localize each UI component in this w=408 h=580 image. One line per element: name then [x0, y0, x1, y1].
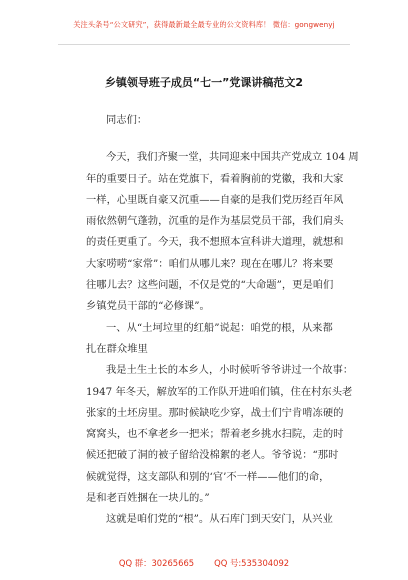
body-line: 乡镇党员干部的“必修课”。	[86, 300, 210, 313]
body-line: 张家的土坯房里。那时候缺吃少穿，战士们宁肯啃冻硬的	[86, 406, 344, 419]
footer-qq-number: QQ 号:535304092	[214, 558, 290, 568]
section-heading-line: 一、从“土坷垃里的红船”说起：咱党的根，从来都	[106, 321, 333, 334]
paragraph-gap	[86, 131, 352, 147]
body-line: 这就是咱们党的“根”。从石库门到天安门，从兴业	[106, 513, 333, 526]
footer-qq-group: QQ 群：30265665	[118, 558, 195, 568]
body-line: 是和老百姓捆在一块儿的。”	[86, 492, 210, 505]
header-banner: 关注头条号“公文研究”，获得最新最全最专业的公文资料库！ 微信：gongwenyj	[73, 20, 335, 29]
body-line: 往哪儿去？这些问题，不仅是党的“大命题”，更是咱们	[86, 279, 334, 292]
section-heading-line: 扎在群众堆里	[86, 342, 148, 355]
body-line: 大家唠唠“家常”：咱们从哪儿来？现在在哪儿？将来要	[86, 257, 334, 270]
document-title: 乡镇领导班子成员“七一”党课讲稿范文2	[104, 76, 304, 89]
body-line: 的责任更重了。今天，我不想照本宣科讲大道理，就想和	[86, 236, 344, 249]
body-line: 年的重要日子。站在党旗下，看着胸前的党徽，我和大家	[86, 172, 344, 185]
body-line: 今天，我们齐聚一堂，共同迎来中国共产党成立 104 周	[106, 151, 359, 164]
body-line: 窝窝头，也不拿老乡一把米；帮着老乡挑水扫院，走的时	[86, 428, 344, 441]
body-line: 雨依然朝气蓬勃，沉重的是作为基层党员干部，我们肩头	[86, 215, 344, 228]
document-body	[86, 110, 359, 531]
footer-contact	[0, 557, 408, 569]
body-line: 1947 年冬天，解放军的工作队开进咱们镇，住在村东头老	[86, 385, 353, 398]
salutation: 同志们：	[106, 114, 148, 126]
body-line: 候就觉得，这支部队和别的‘官’不一样——他们的命，	[86, 470, 330, 483]
body-line: 我是土生土长的本乡人，小时候听爷爷讲过一个故事：	[106, 364, 354, 377]
body-line: 一样，心里既自豪又沉重——自豪的是我们党历经百年风	[86, 193, 344, 206]
header-divider	[58, 44, 350, 45]
body-line: 候还把破了洞的被子留给没棉絮的老人。爷爷说：“那时	[86, 449, 339, 462]
